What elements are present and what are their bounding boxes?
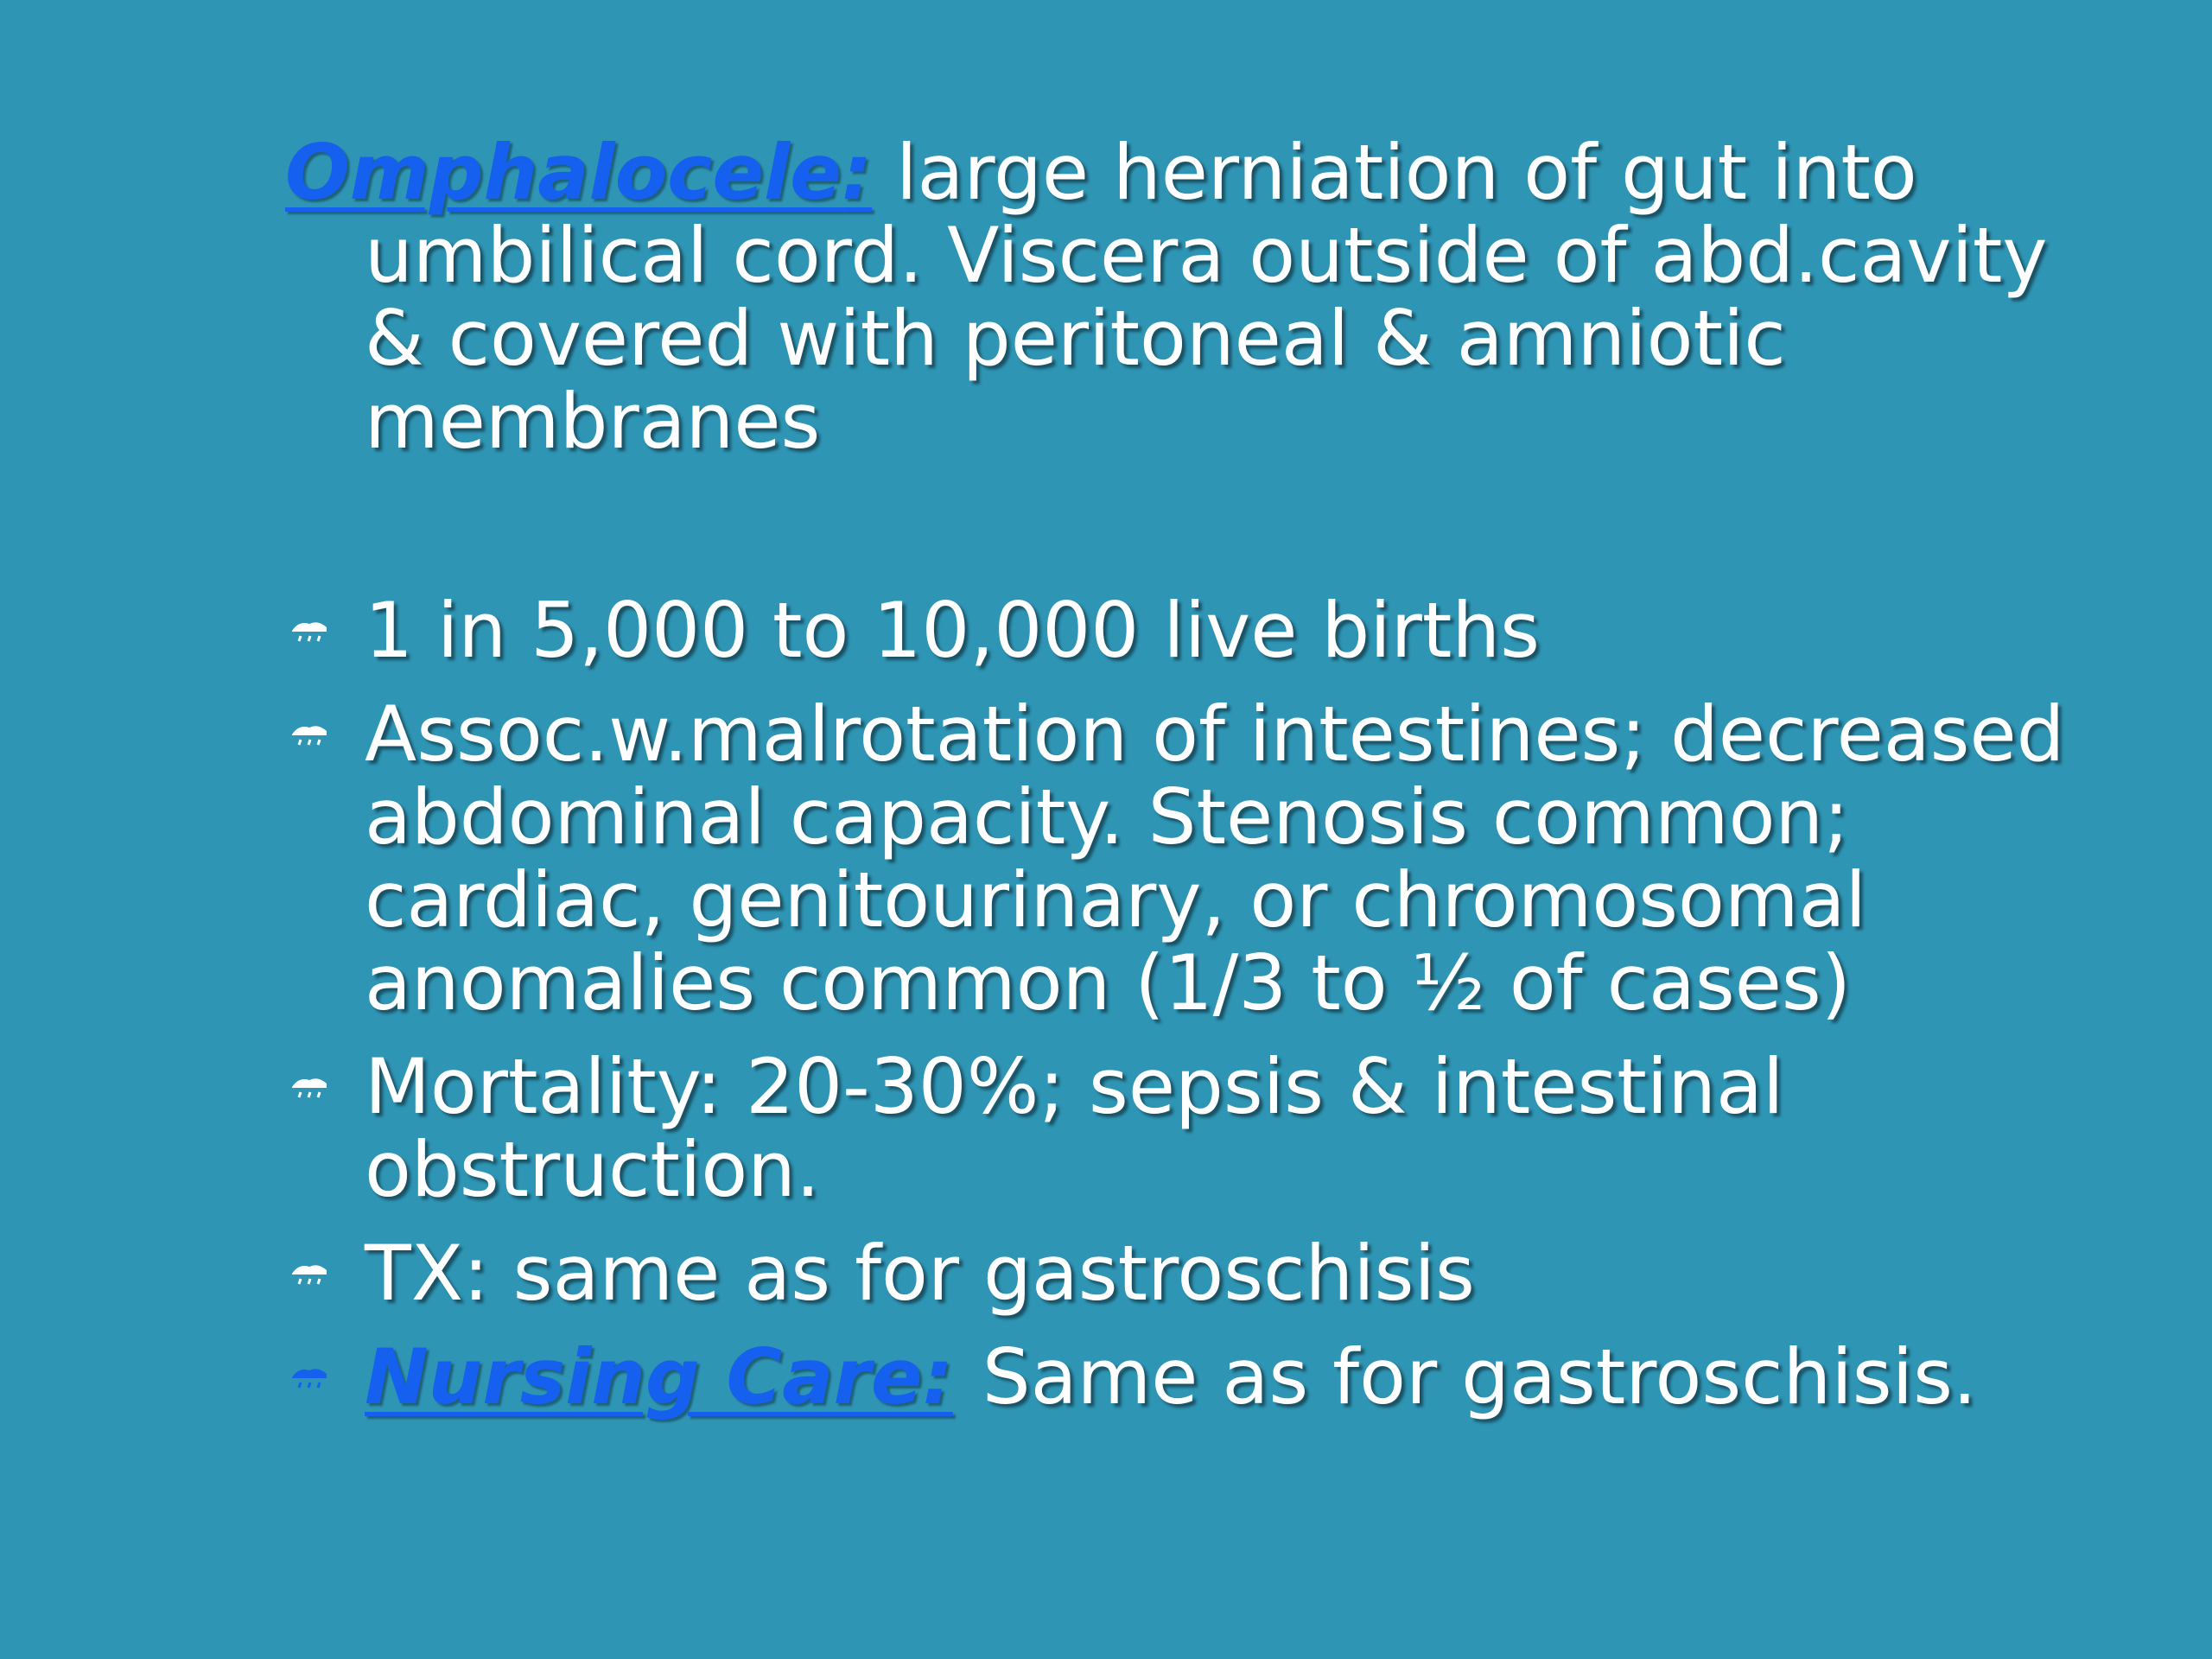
nursing-care-term-link[interactable]: Nursing Care: [365, 1332, 953, 1421]
bullet-list [285, 586, 2082, 1440]
cloud-rain-icon [289, 619, 332, 653]
omphalocele-term-link[interactable] [285, 128, 872, 217]
cloud-rain-icon [289, 1262, 332, 1296]
intro-text: large herniation of gut into umbilical cord. Viscera outside of abd.cavity & covered with peritoneal & amniotic membranes [365, 128, 2048, 466]
omphalocele-term-colon: : [841, 128, 873, 217]
cloud-rain-icon [289, 722, 332, 757]
omphalocele-term[interactable]: Omphalocele [285, 128, 842, 217]
bullet-item-nursing-care [285, 1332, 2082, 1421]
intro-paragraph [285, 128, 2082, 466]
slide-content [285, 128, 2082, 1421]
cloud-rain-icon [289, 1075, 332, 1109]
bullet-text: 1 in 5,000 to 10,000 live births [365, 586, 1540, 675]
bullet-item-mortality [285, 1042, 2082, 1214]
bullet-text: Assoc.w.malrotation of intestines; decreased abdominal capacity. Stenosis common; cardiac, genitourinary, or chromosomal anomalies common (1/3 to ½ of cases) [365, 690, 2065, 1027]
bullet-item-incidence [285, 586, 2082, 675]
bullet-item-treatment [285, 1229, 2082, 1318]
bullet-text: Mortality: 20-30%; sepsis & intestinal obstruction. [365, 1042, 1784, 1214]
bullet-item-associations [285, 690, 2082, 1027]
bullet-text: Same as for gastroschisis. [982, 1332, 1977, 1421]
cloud-rain-icon [289, 1365, 332, 1400]
bullet-text: TX: same as for gastroschisis [365, 1229, 1475, 1318]
